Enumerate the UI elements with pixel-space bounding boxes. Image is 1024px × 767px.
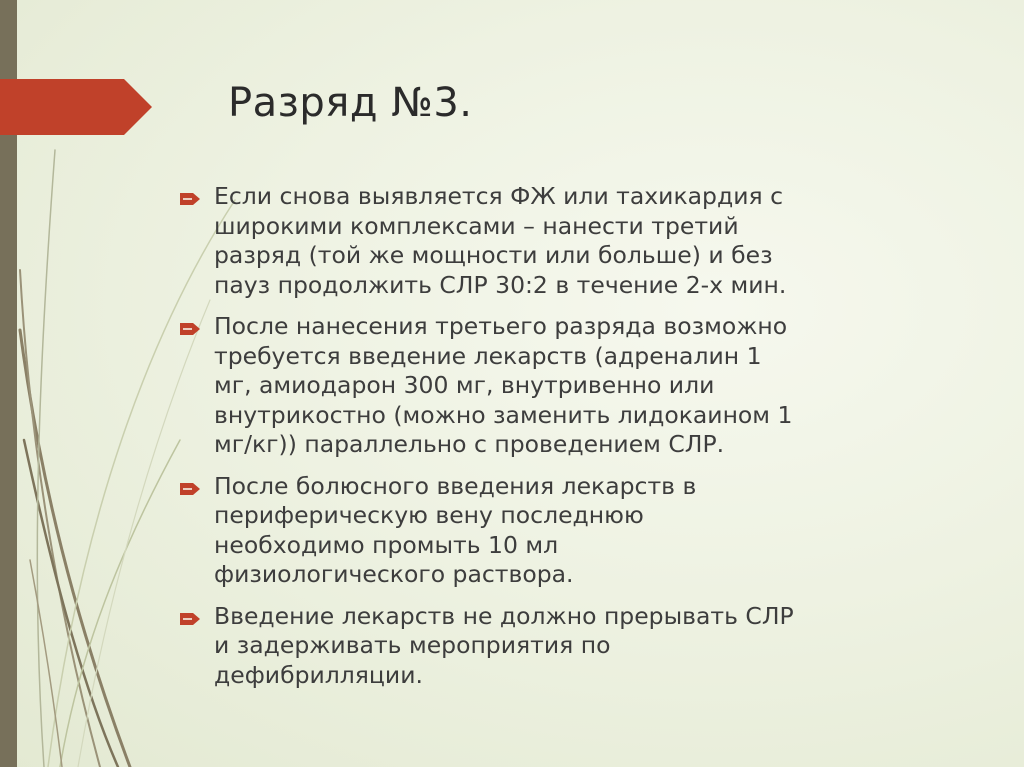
slide-title: Разряд №3. <box>228 80 473 126</box>
bullet-text-line: разряд (той же мощности или больше) и без <box>214 241 773 269</box>
bullet-item <box>178 602 958 691</box>
bullet-item <box>178 182 958 300</box>
title-flag-icon <box>0 79 152 135</box>
bullet-text-line: пауз продолжить СЛР 30:2 в течение 2-х мин. <box>214 270 787 299</box>
bullet-text-line: широкими комплексами – нанести третий <box>214 211 739 240</box>
bullet-text-line: необходимо промыть 10 мл <box>214 530 559 559</box>
bullet-text-line: Введение лекарств не должно прерывать СЛР <box>214 601 794 630</box>
grass-blade <box>60 440 180 767</box>
arrow-right-icon <box>180 483 200 495</box>
bullet-text-line: требуется введение лекарств (адреналин 1 <box>214 341 762 370</box>
bullet-text-line: После нанесения третьего разряда возможно <box>214 312 788 340</box>
bullet-text-line: и задерживать мероприятия по <box>214 631 611 659</box>
bullet-text-line: мг, амиодарон 300 мг, внутривенно или <box>214 371 715 399</box>
bullet-text-line: внутрикостно (можно заменить лидокаином 1 <box>214 400 793 429</box>
bullet-item <box>178 312 958 460</box>
bullet-text-line: дефибрилляции. <box>214 660 423 689</box>
arrow-right-icon <box>180 323 200 335</box>
bullet-text-line: Если снова выявляется ФЖ или тахикардия с <box>214 182 784 210</box>
bullet-text-line: мг/кг)) параллельно с проведением СЛР. <box>214 430 725 458</box>
bullet-text-line: После болюсного введения лекарств в <box>214 471 697 500</box>
bullet-text-line: физиологического раствора. <box>214 560 574 588</box>
grass-blade <box>30 560 62 767</box>
arrow-right-icon <box>180 613 200 625</box>
bullet-item <box>178 472 958 590</box>
grass-blade <box>20 330 130 767</box>
bullet-text-line: периферическую вену последнюю <box>214 501 644 529</box>
grass-blade <box>20 270 100 767</box>
arrow-right-icon <box>180 193 200 205</box>
bullet-list <box>178 182 958 702</box>
